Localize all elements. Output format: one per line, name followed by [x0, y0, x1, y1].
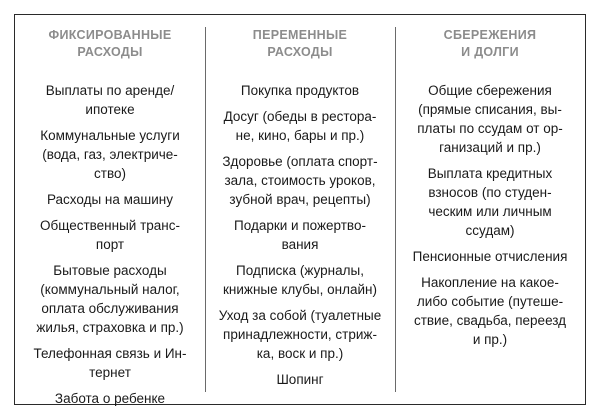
column-items	[21, 81, 199, 408]
list-item: Коммунальные услуги (вода, газ, электриче- ство)	[40, 128, 180, 181]
list-item: Телефонная связь и Ин- тернет	[33, 346, 187, 380]
column-fixed-expenses	[15, 15, 205, 404]
list-item: Подписка (журналы, книжные клубы, онлайн)	[223, 263, 377, 297]
column-variable-expenses	[205, 15, 395, 404]
list-item: Общественный транс- порт	[40, 218, 180, 252]
list-item: Досуг (обеды в рестора- не, кино, бары и пр.)	[223, 109, 377, 143]
list-item: Общие сбережения (прямые списания, вы- платы по ссудам от ор- ганизаций и пр.)	[417, 83, 563, 155]
list-item: Выплата кредитных взносов (по студен- ческим или личным ссудам)	[427, 166, 553, 238]
column-heading: ФИКСИРОВАННЫЕ РАСХОДЫ	[48, 28, 172, 59]
list-item: Пенсионные отчисления	[412, 249, 568, 264]
list-item: Здоровье (оплата спорт- зала, стоимость уроков, зубной врач, рецепты)	[222, 154, 378, 207]
column-heading: СБЕРЕЖЕНИЯ И ДОЛГИ	[443, 28, 537, 59]
list-item: Накопление на какое- либо событие (путеше- ствие, свадьба, переезд и пр.)	[413, 275, 567, 347]
list-item: Бытовые расходы (коммунальный налог, оплата обслуживания жилья, страховка и пр.)	[36, 263, 184, 335]
list-item: Забота о ребенке	[54, 391, 166, 406]
column-items	[211, 81, 389, 389]
budget-categories-table	[14, 14, 586, 405]
list-item: Покупка продуктов	[240, 83, 360, 98]
list-item: Уход за собой (туалетные принадлежности, стриж- ка, воск и пр.)	[218, 308, 382, 361]
list-item: Шопинг	[276, 372, 324, 387]
column-heading: ПЕРЕМЕННЫЕ РАСХОДЫ	[252, 28, 348, 59]
list-item: Выплаты по аренде/ ипотеке	[45, 83, 175, 117]
column-items	[401, 81, 579, 349]
column-savings-and-debts	[395, 15, 585, 404]
list-item: Подарки и пожертво- вания	[234, 218, 366, 252]
list-item: Расходы на машину	[46, 192, 174, 207]
